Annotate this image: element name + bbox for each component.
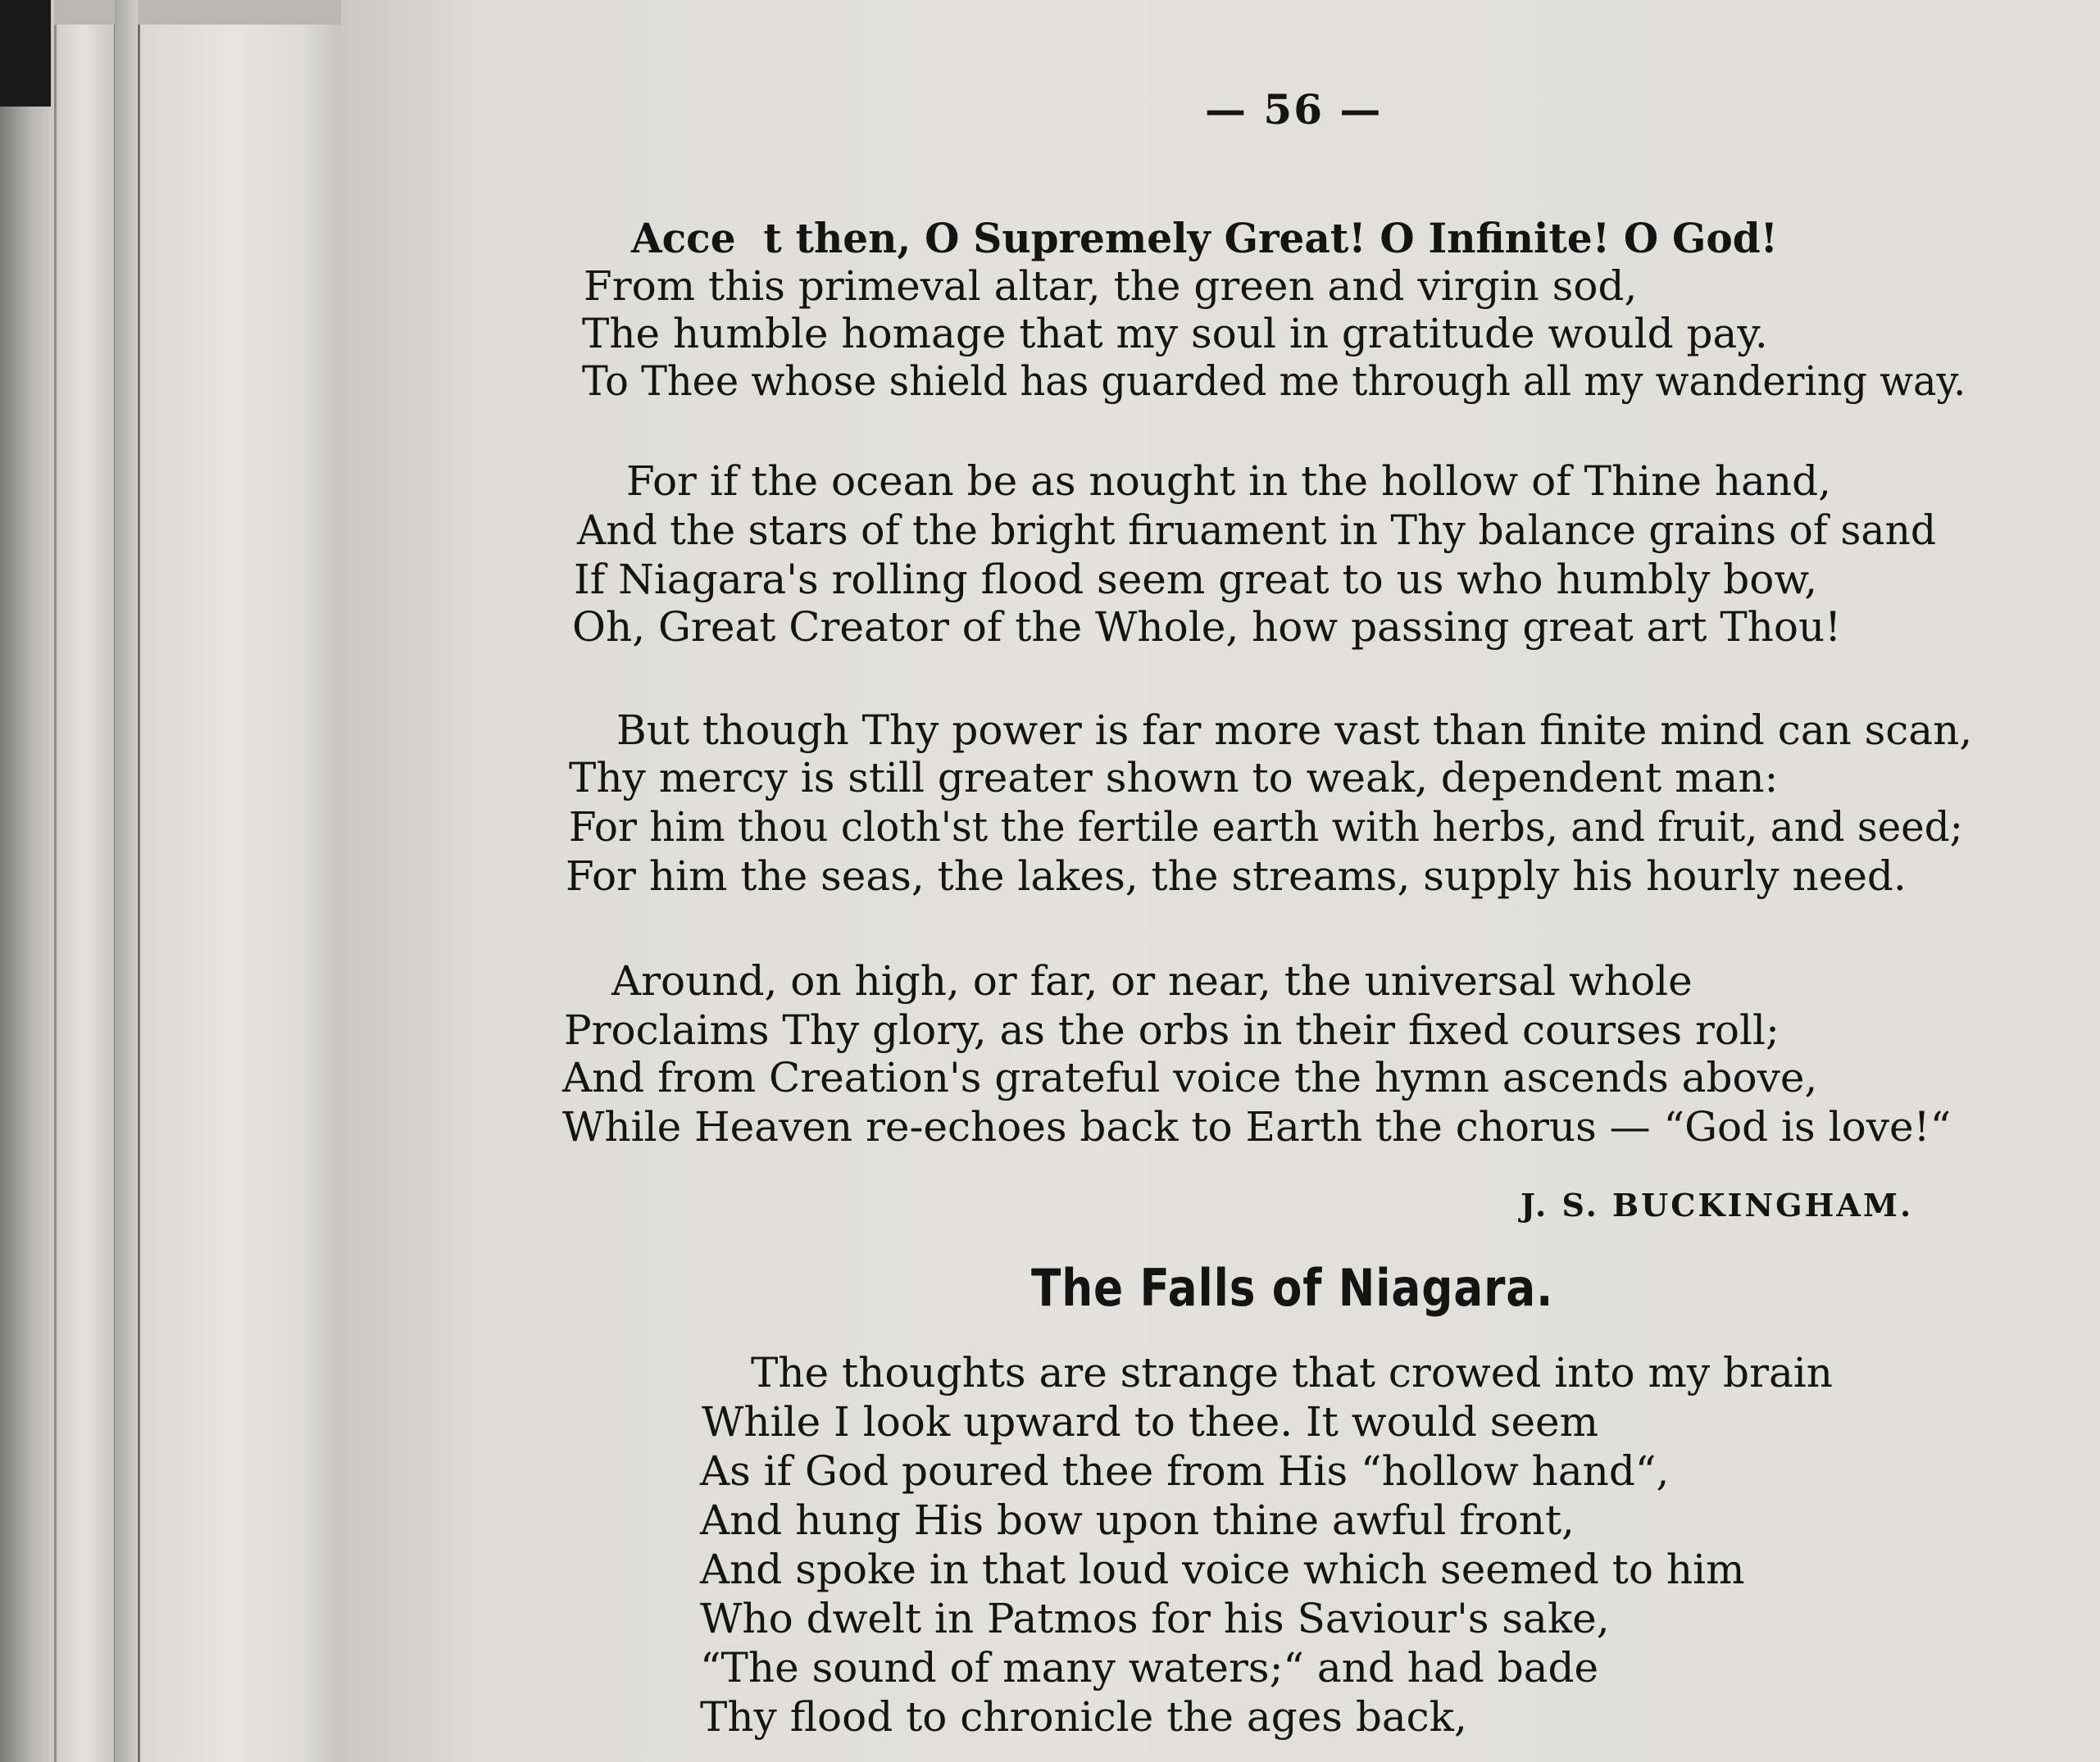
stanza1-line4: To Thee whose shield has guarded me through all my wandering way. — [582, 357, 1966, 405]
book-spine-strip — [54, 25, 117, 1762]
stanza3-line4: For him the seas, the lakes, the streams, supply his hourly need. — [566, 852, 1907, 900]
stanza3-line2: Thy mercy is still greater shown to weak, dependent man: — [569, 754, 1779, 802]
page-number: — 56 — — [1205, 85, 1383, 134]
poem-title: The Falls of Niagara. — [1031, 1258, 1554, 1318]
scan-corner-shadow — [0, 0, 51, 107]
left-scan-edge — [0, 0, 54, 1762]
book-spine-shadow — [115, 0, 138, 1762]
stanza1-line1: Acce t then, O Supremely Great! O Infinite! O God! — [631, 214, 1778, 262]
author-signature: J. S. BUCKINGHAM. — [1520, 1187, 1914, 1224]
book-gutter — [138, 25, 343, 1762]
poem2-line6: Who dwelt in Patmos for his Saviour's sake, — [700, 1595, 1610, 1642]
poem2-line3: As if God poured thee from His “hollow hand“, — [700, 1447, 1670, 1495]
poem2-line1: The thoughts are strange that crowed into my brain — [751, 1349, 1833, 1396]
stanza2-line3: If Niagara's rolling flood seem great to us who humbly bow, — [574, 556, 1818, 603]
binding-top-edge — [54, 0, 349, 27]
stanza2-line1: For if the ocean be as nought in the hollow of Thine hand, — [626, 457, 1831, 505]
stanza4-line3: And from Creation's grateful voice the hymn ascends above, — [562, 1054, 1818, 1101]
stanza3-line1: But though Thy power is far more vast than finite mind can scan, — [616, 706, 1973, 754]
stanza2-line2: And the stars of the bright firuament in Thy balance grains of sand — [577, 506, 1937, 554]
poem2-line2: While I look upward to thee. It would seem — [702, 1398, 1599, 1446]
stanza1-line3: The humble homage that my soul in gratitude would pay. — [582, 310, 1768, 357]
poem2-line7: “The sound of many waters;“ and had bade — [700, 1644, 1599, 1692]
stanza3-line3: For him thou cloth'st the fertile earth with herbs, and fruit, and seed; — [569, 803, 1963, 851]
stanza1-line2: From this primeval altar, the green and virgin sod, — [584, 262, 1638, 310]
poem2-line5: And spoke in that loud voice which seemed to him — [700, 1546, 1745, 1593]
stanza2-line4: Oh, Great Creator of the Whole, how passing great art Thou! — [572, 603, 1842, 651]
stanza4-line4: While Heaven re-echoes back to Earth the chorus — “God is love!“ — [562, 1103, 1952, 1151]
poem2-line8: Thy flood to chronicle the ages back, — [700, 1693, 1467, 1741]
poem2-line4: And hung His bow upon thine awful front, — [700, 1496, 1575, 1544]
stanza4-line1: Around, on high, or far, or near, the universal whole — [611, 957, 1693, 1005]
stanza4-line2: Proclaims Thy glory, as the orbs in their fixed courses roll; — [564, 1006, 1780, 1054]
